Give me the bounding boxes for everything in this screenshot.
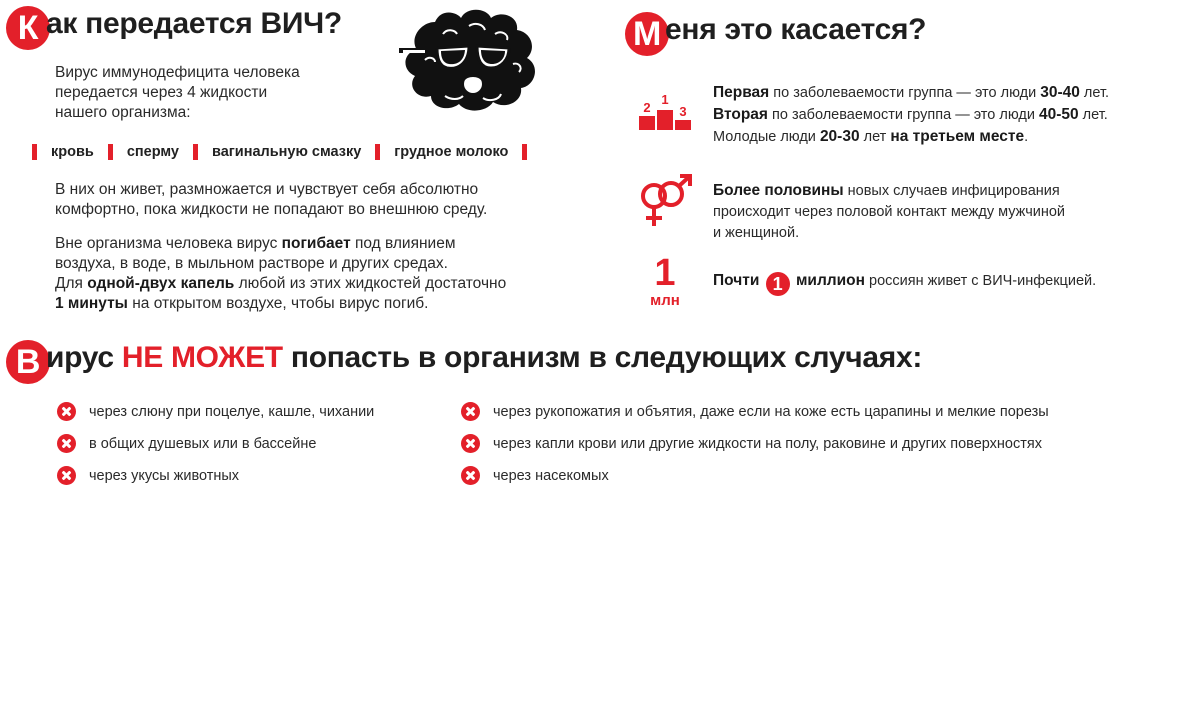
paragraph-line: воздуха, в воде, в мыльном растворе и других средах. [55, 255, 448, 272]
fluid-item: кровь [51, 144, 94, 160]
intro-line: передается через 4 жидкости [55, 84, 268, 101]
intro-line: Вирус иммунодефицита человека [55, 64, 300, 81]
section1-title: ак передается ВИЧ? [46, 7, 342, 40]
podium-label-2: 2 [643, 100, 651, 115]
fluid-item: сперму [126, 144, 179, 160]
big-number: 1 [654, 252, 676, 294]
fluid-item: грудное молоко [394, 144, 509, 160]
paragraph-line: 1 минуты на открытом воздухе, чтобы вирус погиб. [55, 295, 429, 312]
million-stat: Почти 1 миллион россиян живет с ВИЧ-инфекцией. [713, 272, 1097, 294]
x-circle-icon [57, 434, 76, 453]
x-circle-icon [57, 402, 76, 421]
section3-badge: В [6, 340, 50, 384]
million-badge: 1 [766, 272, 790, 296]
list-item: через укусы животных [57, 465, 374, 486]
stat-line: Молодые люди 20-30 лет на третьем месте. [713, 128, 1029, 145]
cannot-list-left [57, 401, 374, 486]
gender-symbols-icon [636, 174, 696, 230]
stat-line: происходит через половой контакт между мужчиной [713, 204, 1066, 220]
podium-icon [637, 90, 693, 132]
podium-label-1: 1 [661, 92, 669, 107]
section1-paragraph-2 [55, 234, 506, 314]
section2-heading [625, 12, 926, 56]
paragraph-line: Для одной-двух капель любой из этих жидкостей достаточно [55, 275, 507, 292]
section1-badge: К [6, 6, 50, 50]
cannot-emphasis: НЕ МОЖЕТ [121, 341, 283, 374]
section3-heading: В ирус НЕ МОЖЕТ попасть в организм в следующих случаях: [6, 340, 922, 384]
list-item: в общих душевых или в бассейне [57, 433, 374, 454]
section1-heading [6, 6, 342, 50]
paragraph-line: В них он живет, размножается и чувствует себя абсолютно [55, 181, 479, 198]
list-item: через капли крови или другие жидкости на полу, раковине и других поверхностях [461, 433, 1049, 454]
fluid-separator [522, 144, 527, 160]
x-circle-icon [57, 466, 76, 485]
sexual-transmission-stats [713, 180, 1065, 244]
fluid-separator [193, 144, 198, 160]
paragraph-line: Вне организма человека вирус погибает под влиянием [55, 235, 456, 252]
age-stats [713, 82, 1109, 148]
stat-line: Вторая по заболеваемости группа — это люди 40-50 лет. [713, 106, 1108, 123]
million-figure [640, 254, 690, 310]
fluid-separator [32, 144, 37, 160]
podium-label-3: 3 [679, 104, 687, 119]
stat-line: Более половины новых случаев инфицирования [713, 182, 1060, 199]
big-unit: млн [650, 292, 680, 309]
x-circle-icon [461, 466, 480, 485]
virus-sunglasses-illustration [395, 4, 545, 114]
list-item: через рукопожатия и объятия, даже если на коже есть царапины и мелкие порезы [461, 401, 1049, 422]
paragraph-line: комфортно, пока жидкости не попадают во внешнюю среду. [55, 201, 488, 218]
section1-paragraph-1 [55, 180, 487, 220]
fluids-list [32, 144, 541, 160]
fluid-item: вагинальную смазку [211, 144, 362, 160]
section2-title: еня это касается? [665, 13, 927, 46]
stat-line: Первая по заболеваемости группа — это люди 30-40 лет. [713, 84, 1110, 101]
intro-line: нашего организма: [55, 104, 191, 121]
cannot-list-right [461, 401, 1049, 486]
fluid-separator [375, 144, 380, 160]
list-item: через насекомых [461, 465, 1049, 486]
list-item: через слюну при поцелуе, кашле, чихании [57, 401, 374, 422]
section2-badge: М [625, 12, 669, 56]
fluid-separator [108, 144, 113, 160]
x-circle-icon [461, 402, 480, 421]
stat-line: и женщиной. [713, 225, 800, 241]
x-circle-icon [461, 434, 480, 453]
section1-intro [55, 63, 300, 123]
